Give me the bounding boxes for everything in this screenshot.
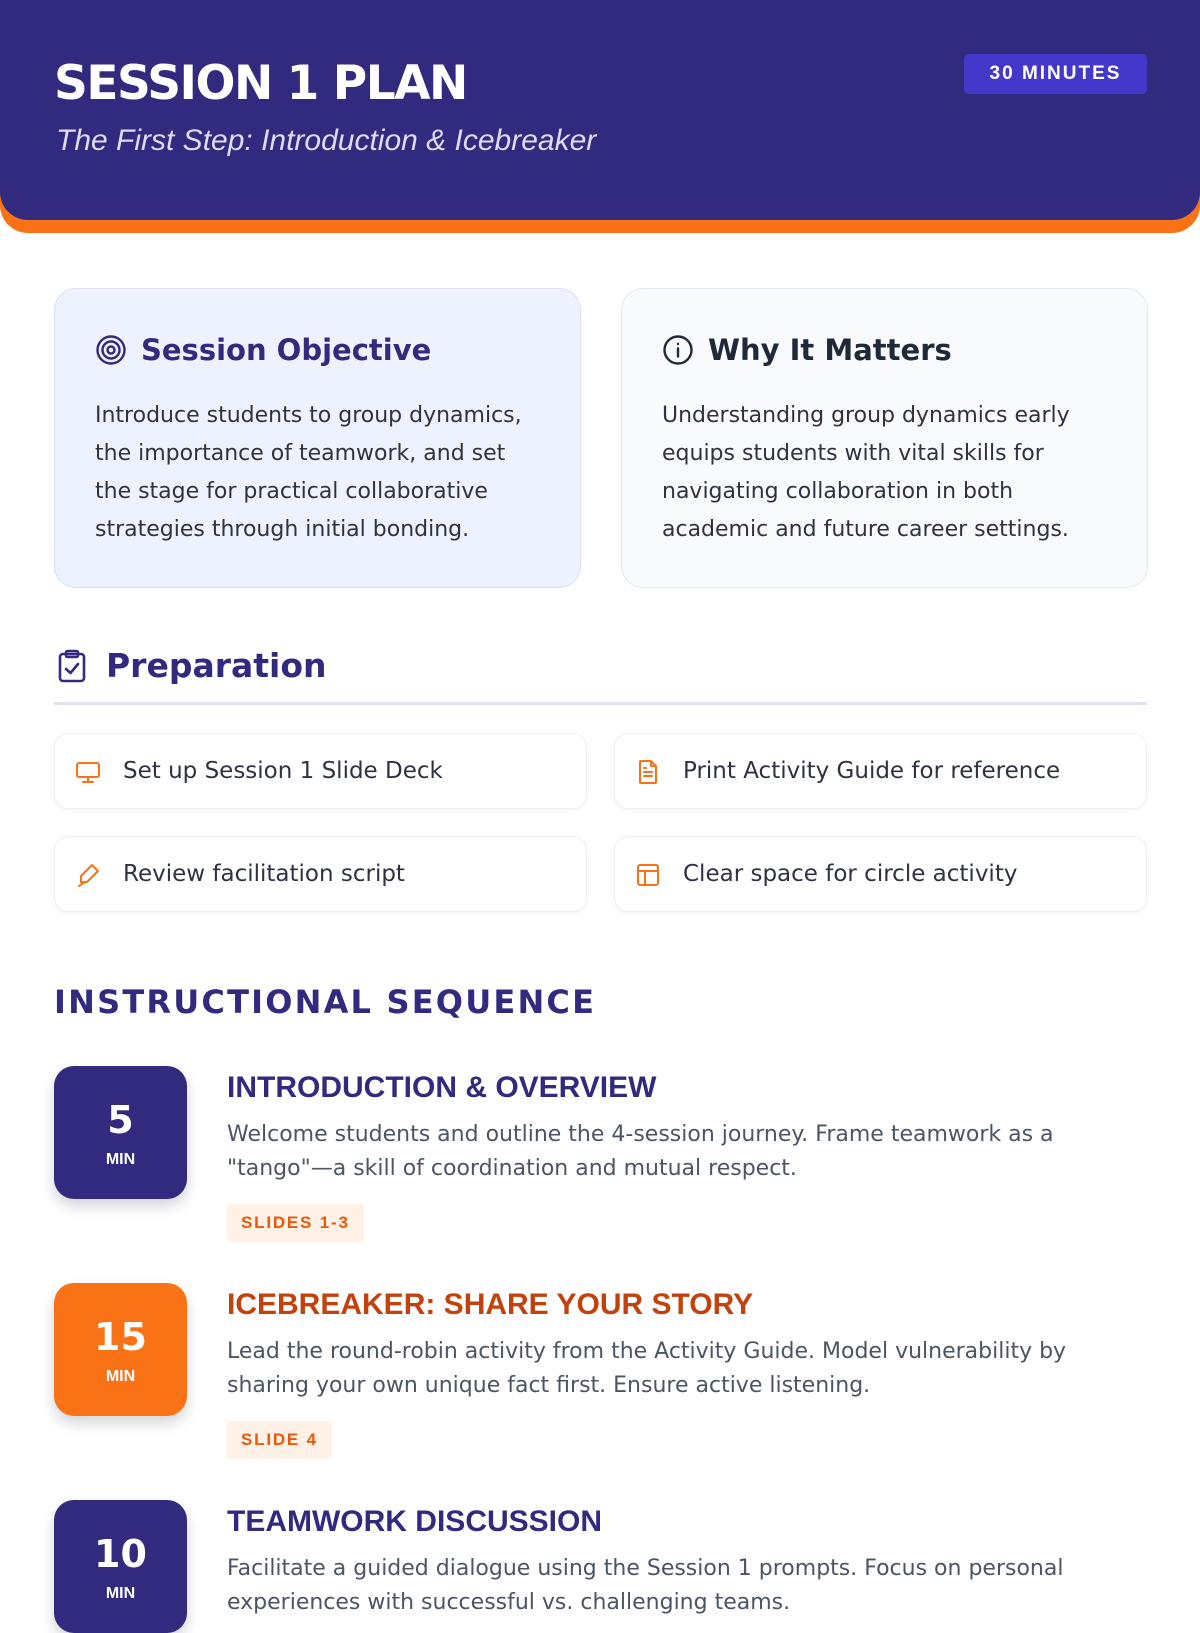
objective-line: strategies through initial bonding. [95,517,470,542]
prep-item-clear-space [614,836,1147,912]
sequence-title: INSTRUCTIONAL SEQUENCE [54,983,597,1021]
step-description-line: "tango"—a skill of coordination and mutual respect. [227,1156,797,1181]
prep-item-label: Review facilitation script [123,861,405,887]
objective-title: Session Objective [141,333,432,367]
prep-item-facilitation-script [54,836,587,912]
monitor-icon [75,759,101,785]
step-duration-badge [54,1500,187,1633]
step-unit: MIN [105,1368,136,1385]
prep-item-label: Clear space for circle activity [683,861,1018,887]
info-icon [662,334,694,366]
step-description [227,1335,1107,1403]
pen-icon [75,862,101,888]
why-it-matters-line: Understanding group dynamics early [662,403,1070,428]
step-unit: MIN [105,1585,136,1602]
document-icon [635,759,661,785]
layout-icon [635,862,661,888]
objective-card [54,288,581,588]
why-it-matters-card [621,288,1148,588]
step-description-line: Facilitate a guided dialogue using the Session 1 prompts. Focus on personal [227,1556,1064,1581]
objective-line: the importance of teamwork, and set [95,441,506,466]
slide-tag: SLIDE 4 [227,1421,332,1459]
prep-item-slide-deck [54,733,587,809]
preparation-title: Preparation [106,646,327,685]
step-title: ICEBREAKER: SHARE YOUR STORY [227,1288,754,1321]
step-description-line: experiences with successful vs. challenging teams. [227,1590,791,1615]
slide-tag: SLIDES 1-3 [227,1204,364,1242]
step-title: INTRODUCTION & OVERVIEW [227,1071,657,1104]
step-minutes: 10 [94,1532,147,1576]
step-title: TEAMWORK DISCUSSION [227,1505,602,1538]
prep-item-label: Print Activity Guide for reference [683,758,1061,784]
section-divider [54,702,1147,705]
step-description [227,1552,1107,1620]
step-description [227,1118,1107,1186]
why-it-matters-line: academic and future career settings. [662,517,1069,542]
why-it-matters-line: equips students with vital skills for [662,441,1044,466]
why-it-matters-title: Why It Matters [708,333,952,367]
step-duration-badge [54,1283,187,1416]
why-it-matters-line: navigating collaboration in both [662,479,1014,504]
objective-line: the stage for practical collaborative [95,479,488,504]
step-description-line: Lead the round-robin activity from the Activity Guide. Model vulnerability by [227,1339,1067,1364]
step-description-line: Welcome students and outline the 4-session journey. Frame teamwork as a [227,1122,1054,1147]
prep-item-label: Set up Session 1 Slide Deck [123,758,443,784]
objective-text [95,397,535,549]
page-subtitle: The First Step: Introduction & Icebreaker [56,124,597,157]
clipboard-check-icon [54,648,90,684]
objective-line: Introduce students to group dynamics, [95,403,522,428]
page-header [0,0,1200,220]
why-it-matters-text [662,397,1102,549]
step-description-line: sharing your own unique fact first. Ensure active listening. [227,1373,871,1398]
step-minutes: 15 [94,1315,147,1359]
duration-badge: 30 MINUTES [964,54,1147,94]
header-accent-bar [0,0,1200,233]
step-minutes: 5 [107,1098,134,1142]
preparation-header [54,646,327,685]
page-title: SESSION 1 PLAN [54,56,467,111]
target-icon [95,334,127,366]
step-duration-badge [54,1066,187,1199]
prep-item-activity-guide [614,733,1147,809]
step-unit: MIN [105,1151,136,1168]
